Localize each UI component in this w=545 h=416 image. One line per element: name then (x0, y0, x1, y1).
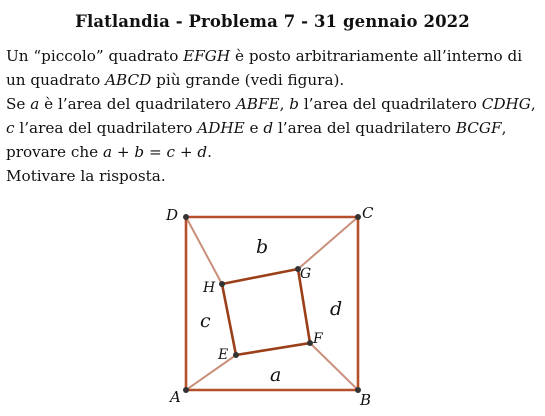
point-D (183, 214, 189, 220)
math-a: a (30, 95, 40, 113)
label-E: E (218, 347, 229, 363)
text-run: più grande (vedi figura). (151, 71, 345, 89)
segment-DH (186, 217, 222, 284)
text-run: . (207, 143, 212, 161)
math-CDHG: CDHG (481, 95, 531, 113)
region-label-d: d (330, 298, 343, 320)
text-run: l’area del quadrilatero (273, 119, 456, 137)
point-E (233, 352, 239, 358)
text-run: , provare che (6, 119, 507, 161)
math-BCGF: BCGF (455, 119, 502, 137)
text-run: , (530, 95, 536, 113)
point-A (183, 387, 189, 393)
label-H: H (203, 280, 216, 296)
math-ADHE: ADHE (197, 119, 245, 137)
text-run: l’area del quadrilatero (299, 95, 482, 113)
text-run: Se (6, 95, 31, 113)
text-run: è l’area del quadrilatero (39, 95, 236, 113)
math-ABFE: ABFE (235, 95, 280, 113)
text-run: è posto arbitrariamente all’interno di un quadrato (6, 47, 523, 89)
text-run: Un “piccolo” quadrato (6, 47, 184, 65)
region-label-a: a (270, 364, 282, 386)
label-B: B (360, 391, 372, 409)
text-run: , (279, 95, 290, 113)
region-label-b: b (256, 236, 269, 258)
segment-BF (310, 343, 358, 390)
region-label-c: c (200, 310, 211, 332)
point-C (355, 214, 361, 220)
math-c: c (6, 119, 15, 137)
segment-CG (298, 217, 358, 269)
label-A: A (170, 388, 181, 406)
math-ABCD: ABCD (105, 71, 152, 89)
text-run: l’area del quadrilatero (14, 119, 198, 137)
label-F: F (313, 331, 323, 347)
point-H (219, 281, 225, 287)
page-title: Flatlandia - Problema 7 - 31 gennaio 2022 (75, 12, 470, 31)
math-equation: a + b = c + d (102, 143, 208, 161)
label-G: G (300, 266, 312, 282)
math-d: d (263, 119, 274, 137)
label-C: C (362, 204, 374, 222)
square-EFGH (222, 269, 310, 355)
paragraph-3: Motivare la risposta. (6, 167, 166, 185)
segment-AE (186, 355, 236, 390)
math-EFGH: EFGH (183, 47, 231, 65)
math-b: b (289, 95, 299, 113)
text-run: e (244, 119, 264, 137)
label-D: D (166, 206, 179, 224)
